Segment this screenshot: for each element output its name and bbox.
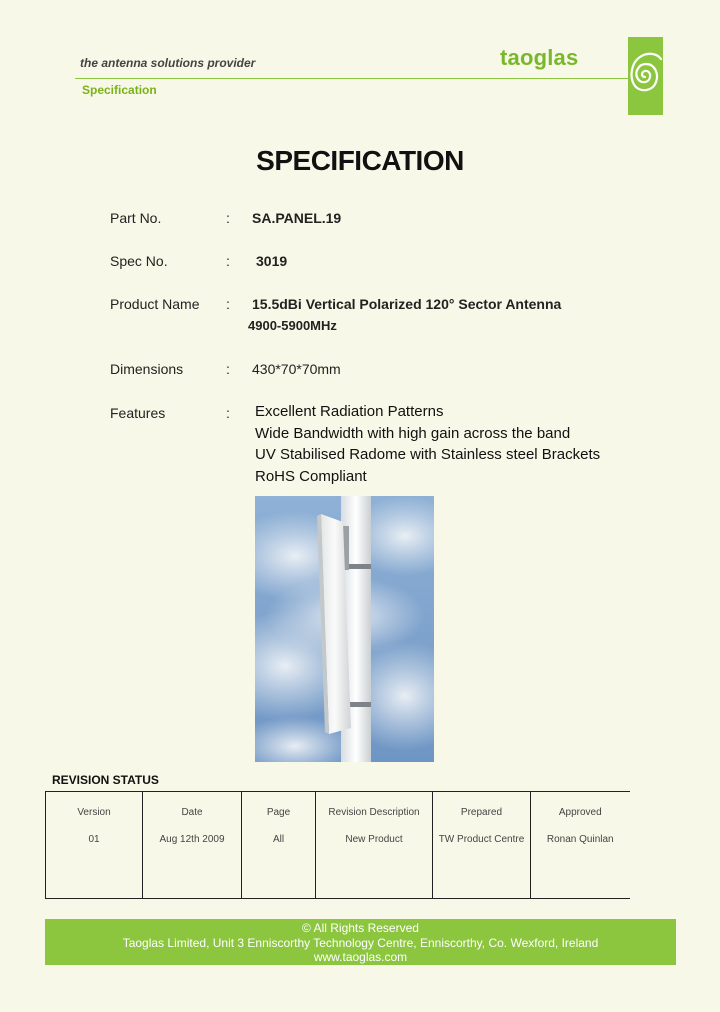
spec-colon: : bbox=[226, 361, 230, 377]
table-row bbox=[46, 832, 630, 899]
spec-value-part-no: SA.PANEL.19 bbox=[252, 210, 342, 226]
footer-website-link[interactable]: www.taoglas.com bbox=[313, 950, 408, 964]
document-title: SPECIFICATION bbox=[256, 145, 464, 176]
spec-colon: : bbox=[226, 405, 230, 421]
footer-banner bbox=[45, 919, 676, 965]
product-photo bbox=[255, 496, 434, 762]
footer-address: Taoglas Limited, Unit 3 Enniscorthy Technology Centre, Enniscorthy, Co. Wexford, Ireland bbox=[122, 935, 599, 950]
spec-label-dimensions: Dimensions bbox=[110, 361, 184, 377]
table-cell: All bbox=[242, 832, 316, 899]
column-header: Prepared bbox=[433, 792, 531, 833]
table-header-row bbox=[46, 792, 630, 833]
column-header: Date bbox=[143, 792, 242, 833]
spec-value-spec-no: 3019 bbox=[256, 253, 288, 269]
feature-item: UV Stabilised Radome with Stainless steel Brackets bbox=[255, 446, 601, 463]
feature-item: Excellent Radiation Patterns bbox=[255, 403, 444, 420]
column-header: Version bbox=[46, 792, 143, 833]
spec-colon: : bbox=[226, 253, 230, 269]
spec-value-dimensions: 430*70*70mm bbox=[252, 361, 341, 377]
revision-table bbox=[45, 791, 630, 899]
feature-item: RoHS Compliant bbox=[255, 468, 367, 485]
column-header: Page bbox=[242, 792, 316, 833]
table-cell: TW Product Centre bbox=[433, 832, 531, 899]
column-header: Revision Description bbox=[316, 792, 433, 833]
table-cell: New Product bbox=[316, 832, 433, 899]
revision-status-heading: REVISION STATUS bbox=[52, 773, 159, 787]
spec-label-spec-no: Spec No. bbox=[110, 253, 168, 269]
section-label: Specification bbox=[82, 83, 157, 97]
feature-item: Wide Bandwidth with high gain across the band bbox=[255, 425, 571, 442]
table-cell: 01 bbox=[46, 832, 143, 899]
spec-label-product-name: Product Name bbox=[110, 296, 200, 312]
footer-copyright: © All Rights Reserved bbox=[302, 921, 419, 935]
taoglas-logo-icon bbox=[628, 37, 663, 115]
tagline: the antenna solutions provider bbox=[80, 56, 256, 70]
column-header: Approved bbox=[531, 792, 630, 833]
table-cell: Ronan Quinlan bbox=[531, 832, 630, 899]
header-divider bbox=[75, 78, 629, 79]
spec-label-features: Features bbox=[110, 405, 166, 421]
spec-value-product-name: 15.5dBi Vertical Polarized 120° Sector Antenna bbox=[252, 296, 562, 312]
spec-value-frequency: 4900-5900MHz bbox=[248, 318, 337, 333]
spec-colon: : bbox=[226, 210, 230, 226]
table-cell: Aug 12th 2009 bbox=[143, 832, 242, 899]
brand-logo-text: taoglas bbox=[500, 45, 579, 70]
spec-label-part-no: Part No. bbox=[110, 210, 162, 226]
spec-colon: : bbox=[226, 296, 230, 312]
